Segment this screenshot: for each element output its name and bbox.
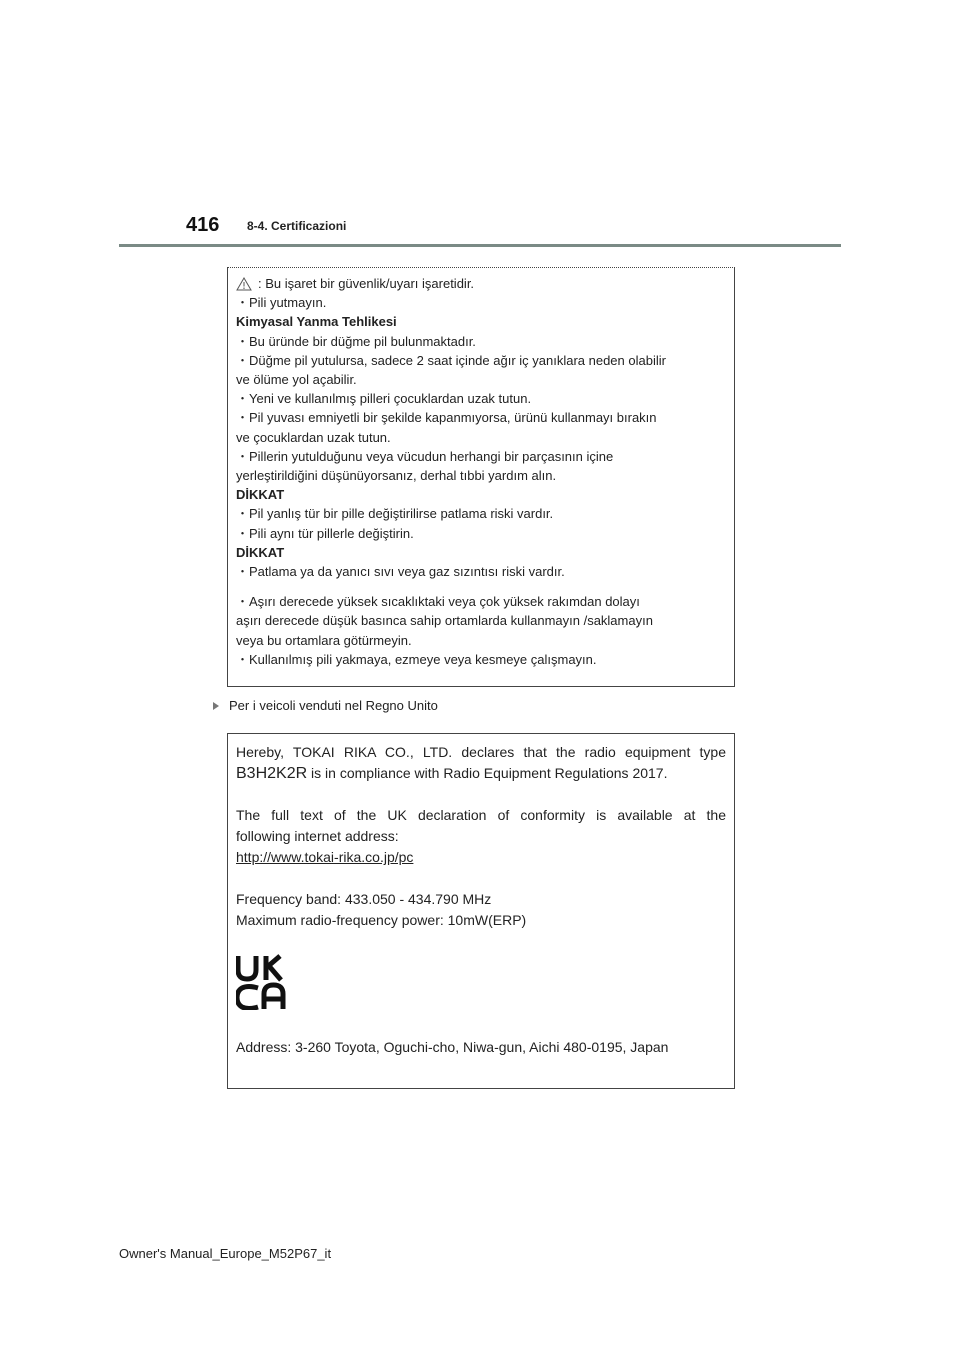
- header-rule: [119, 244, 841, 247]
- warning-line: ・Düğme pil yutulursa, sadece 2 saat içinde ağır iç yanıklara neden olabilir: [236, 352, 666, 368]
- declaration-compliance: is in compliance with Radio Equipment Regulations 2017.: [307, 765, 668, 781]
- uk-heading-text: Per i veicoli venduti nel Regno Unito: [229, 698, 438, 713]
- ukca-mark-icon: [236, 954, 296, 1010]
- warning-line: ・Yeni ve kullanılmış pilleri çocuklardan uzak tutun.: [236, 391, 532, 407]
- warning-text: [236, 274, 726, 669]
- page-number: 416: [186, 214, 220, 236]
- triangle-right-icon: [213, 702, 219, 710]
- warning-heading: Kimyasal Yanma Tehlikesi: [236, 314, 397, 330]
- full-text-line-1: The full text of the UK declaration of conformity is available at the: [236, 807, 726, 823]
- warning-line: aşırı derecede düşük basınca sahip ortamlarda kullanmayın /saklamayın: [236, 613, 653, 629]
- model-number: B3H2K2R: [236, 765, 308, 782]
- warning-triangle-icon: [236, 277, 252, 291]
- section-title: 8-4. Certificazioni: [247, 219, 347, 233]
- full-text-block: [236, 805, 726, 868]
- caution-heading: DİKKAT: [236, 487, 285, 503]
- warning-line: ・Kullanılmış pili yakmaya, ezmeye veya kesmeye çalışmayın.: [236, 651, 597, 667]
- radio-specs: [236, 889, 726, 931]
- warning-line: ve ölüme yol açabilir.: [236, 372, 357, 388]
- warning-line: ・Pillerin yutulduğunu veya vücudun herhangi bir parçasının içine: [236, 448, 614, 464]
- caution-heading: DİKKAT: [236, 544, 285, 560]
- warning-symbol-line: [236, 274, 726, 293]
- warning-line: ・Bu üründe bir düğme pil bulunmaktadır.: [236, 333, 476, 349]
- warning-line: ・Pili yutmayın.: [236, 295, 327, 311]
- warning-line: ・Pil yanlış tür bir pille değiştirilirse patlama riski vardır.: [236, 506, 554, 522]
- declaration-block: [236, 742, 726, 784]
- battery-warning-box: [227, 267, 735, 687]
- max-power: Maximum radio-frequency power: 10mW(ERP): [236, 912, 527, 928]
- warning-line: ・Aşırı derecede yüksek sıcaklıktaki veya çok yüksek rakımdan dolayı: [236, 594, 640, 610]
- declaration-url-link[interactable]: http://www.tokai-rika.co.jp/pc: [236, 849, 414, 865]
- full-text-line-2: following internet address:: [236, 828, 399, 844]
- warning-line: veya bu ortamlara götürmeyin.: [236, 632, 412, 648]
- manufacturer-address: Address: 3-260 Toyota, Oguchi-cho, Niwa-gun, Aichi 480-0195, Japan: [236, 1039, 669, 1055]
- frequency-band: Frequency band: 433.050 - 434.790 MHz: [236, 891, 492, 907]
- warning-line: ・Patlama ya da yanıcı sıvı veya gaz sızıntısı riski vardır.: [236, 564, 565, 580]
- footer-doc-id: Owner's Manual_Europe_M52P67_it: [119, 1246, 332, 1261]
- declaration-line-1: Hereby, TOKAI RIKA CO., LTD. declares that the radio equipment type: [236, 744, 726, 760]
- warning-line: ve çocuklardan uzak tutun.: [236, 429, 391, 445]
- warning-line: ・Pil yuvası emniyetli bir şekilde kapanmıyorsa, ürünü kullanmayı bırakın: [236, 410, 657, 426]
- warning-line: ・Pili aynı tür pillerle değiştirin.: [236, 525, 414, 541]
- uk-section-heading: [213, 698, 438, 713]
- warning-symbol-text: : Bu işaret bir güvenlik/uyarı işaretidir.: [258, 276, 475, 291]
- warning-line: yerleştirildiğini düşünüyorsanız, derhal tıbbi yardım alın.: [236, 468, 557, 484]
- declaration-line-2: [236, 763, 726, 784]
- address-block: [236, 1037, 726, 1058]
- uk-declaration-box: [227, 733, 735, 1089]
